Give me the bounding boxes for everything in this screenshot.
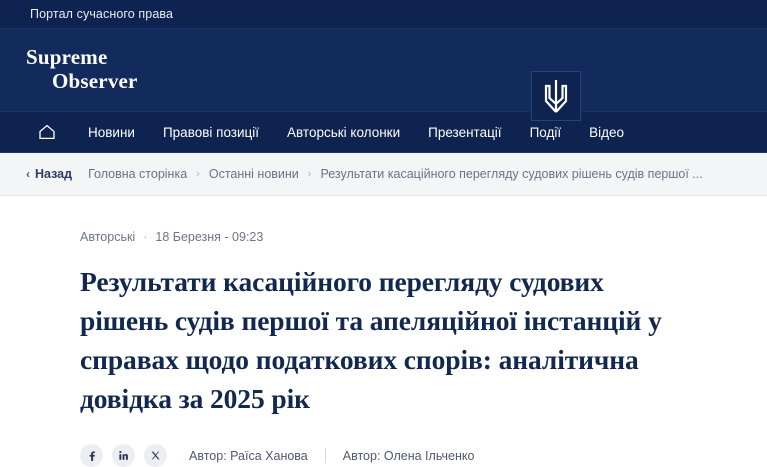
nav-item-4[interactable]: Події — [529, 124, 562, 140]
nav-item-3[interactable]: Презентації — [428, 124, 502, 140]
breadcrumb-item-0[interactable]: Головна сторінка — [88, 167, 188, 181]
ukraine-trident-emblem-icon — [531, 71, 581, 121]
site-logo[interactable] — [26, 46, 138, 93]
author-1[interactable]: Автор: Олена Ільченко — [342, 448, 475, 463]
nav-item-1[interactable]: Правові позиції — [162, 124, 260, 140]
article-date: 18 Березня - 09:23 — [155, 230, 264, 244]
facebook-icon[interactable] — [80, 444, 103, 467]
site-masthead — [0, 29, 767, 111]
meta-separator: · — [143, 230, 148, 244]
breadcrumb-item-1[interactable]: Останні новини — [208, 167, 299, 181]
top-strip — [0, 0, 767, 29]
breadcrumb-separator: › — [196, 168, 200, 180]
share-buttons — [80, 444, 167, 467]
article-category[interactable]: Авторські — [80, 230, 136, 244]
back-button[interactable] — [26, 167, 72, 181]
linkedin-icon[interactable] — [112, 444, 135, 467]
breadcrumb-item-2: Результати касаційного перегляду судових рішень судів першої ... — [320, 167, 703, 181]
page-title: Результати касаційного перегляду судових рішень судів першої та апеляційної інстанцій у справах щодо податкових спорів: аналітична довідка за 2025 рік — [80, 266, 662, 415]
breadcrumb-separator: › — [307, 168, 312, 180]
nav-item-2[interactable]: Авторські колонки — [287, 124, 401, 140]
byline-divider — [325, 448, 326, 463]
article-header — [0, 196, 767, 467]
article-byline — [80, 444, 687, 467]
home-icon[interactable] — [30, 119, 64, 145]
site-logo-line1: Supreme — [26, 45, 108, 70]
author-0[interactable]: Автор: Раїса Ханова — [189, 448, 308, 463]
chevron-left-icon: ‹ — [26, 167, 30, 181]
article-meta — [80, 230, 687, 244]
x-twitter-icon[interactable] — [144, 444, 167, 467]
site-logo-line2: Observer — [52, 69, 138, 93]
nav-item-0[interactable]: Новини — [88, 124, 135, 140]
back-button-label: Назад — [35, 167, 73, 181]
portal-tagline: Портал сучасного права — [30, 7, 174, 21]
nav-item-5[interactable]: Відео — [589, 124, 625, 140]
breadcrumb — [0, 153, 767, 196]
main-navigation — [0, 111, 767, 153]
